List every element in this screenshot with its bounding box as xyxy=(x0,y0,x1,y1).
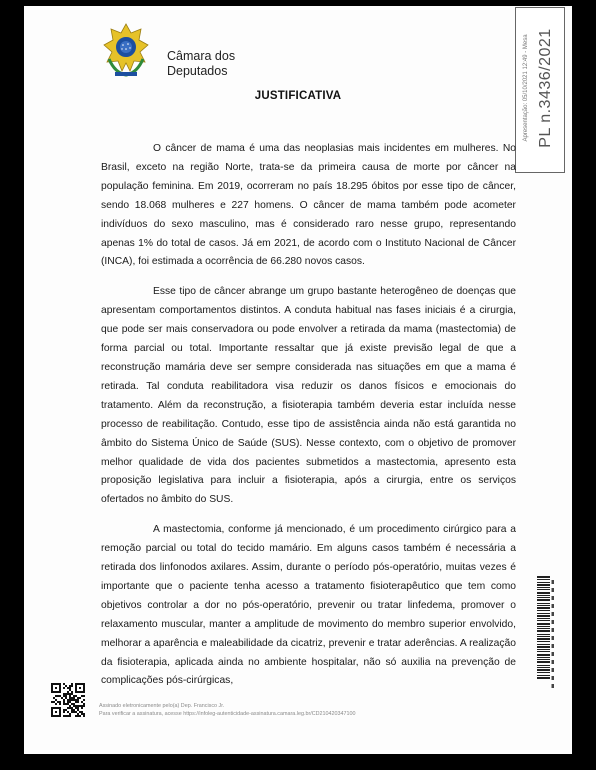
paragraph: Esse tipo de câncer abrange um grupo bastante heterogêneo de doenças que apresentam comportamentos distintos. A conduta habitual nas fases iniciais é a cirurgia, que pode ser mais conservadora ou pode envolver a retirada da mama (mastectomia) de forma parcial ou total. Importante ressaltar que já existe previsão legal de que a reconstrução mamária deve ser sempre considerada nas situações em que a mama é retirada. Tal conduta reabilitadora visa reduzir os danos físicos e emocionais do tratamento. Além da reconstrução, a fisioterapia também deveria estar incluída nesse processo de reabilitação. Contudo, esse tipo de assistência ainda não está garantida no âmbito do Sistema Único de Saúde (SUS). Nesse contexto, com o objetivo de promover melhor qualidade de vida dos pacientes submetidos a mastectomia, apresento esta proposição legislativa para incluir a fisioterapia, após a cirurgia, entre os serviços ofertados no âmbito do SUS. xyxy=(101,286,516,506)
signature-info xyxy=(99,702,356,718)
protocol-stamp xyxy=(515,7,565,173)
signature-line-1: Assinado eletronicamente pelo(a) Dep. Francisco Jr. xyxy=(99,703,225,709)
justification-body xyxy=(101,140,516,702)
document-page xyxy=(24,6,572,754)
institution-line-1: Câmara dos xyxy=(167,49,236,63)
coat-of-arms-icon xyxy=(103,23,149,79)
qr-code-icon xyxy=(51,683,85,717)
paragraph: O câncer de mama é uma das neoplasias mais incidentes em mulheres. No Brasil, exceto na região Norte, trata-se da primeira causa de morte por câncer na população feminina. Em 2019, ocorreram no país 18.295 óbitos por esse tipo de câncer, sendo 18.068 mulheres e 227 homens. O câncer de mama também pode acometer indivíduos do sexo masculino, mas é considerado raro nesse grupo, representando apenas 1% do total de casos. Já em 2021, de acordo com o Instituto Nacional de Câncer (INCA), foi estimada a ocorrência de 66.280 novos casos. xyxy=(101,143,516,268)
presentation-date: Apresentação: 05/10/2021 12:49 - Mesa xyxy=(523,34,529,142)
paragraph: A mastectomia, conforme já mencionado, é um procedimento cirúrgico para a remoção parcial ou total do tecido mamário. Em alguns casos também é necessária a retirada dos linfonodos axilares. Assim, durante o período pós-operatório, muitas vezes é importante que o paciente tenha acesso a tratamento fisioterapêutico que tem como objetivos controlar a dor no pós-operatório, prevenir ou tratar linfedema, promover o relaxamento muscular, manter a amplitude de movimento do membro superior envolvido, melhorar a aparência e maleabilidade da cicatriz, prevenir e tratar aderências. A realização da fisioterapia, aplicada ainda no ambiente hospitalar, não só auxilia na prevenção de complicações pós-cirúrgicas, xyxy=(101,524,516,687)
institution-name xyxy=(167,49,235,79)
page-title: JUSTIFICATIVA xyxy=(254,90,342,102)
signature-line-2: Para verificar a assinatura, acesse https://infoleg-autenticidade-assinatura.camara.leg.br/CD210420347100 xyxy=(99,711,356,717)
institution-line-2: Deputados xyxy=(167,64,228,78)
barcode-icon xyxy=(537,576,555,694)
bill-number: PL n.3436/2021 xyxy=(537,28,554,148)
